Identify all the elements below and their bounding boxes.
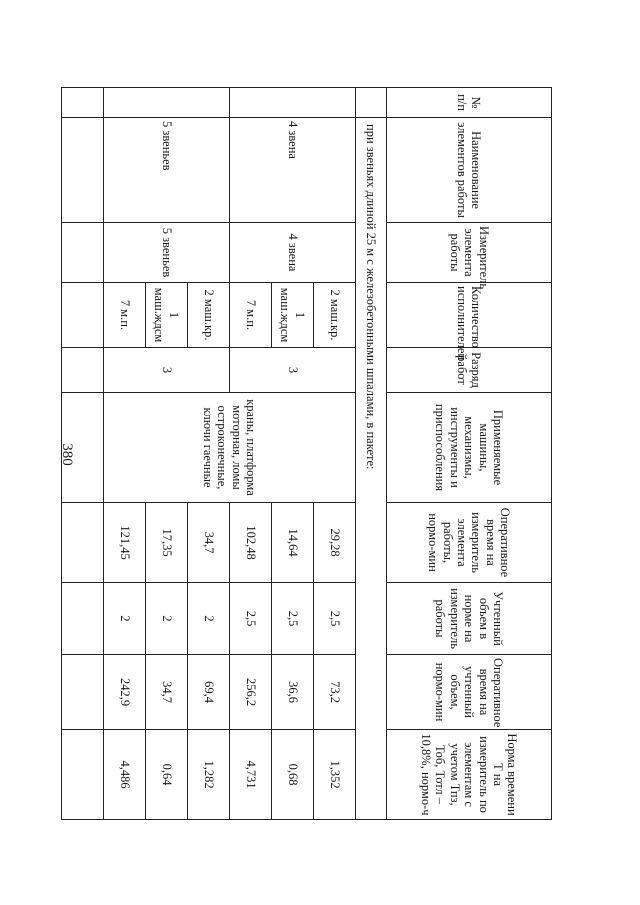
empty-cell	[62, 283, 104, 348]
workers-cell: 1 маш.ждсм	[272, 283, 314, 348]
empty-cell	[62, 583, 104, 655]
op-volume-cell: 256,2	[230, 655, 272, 730]
volume-cell: 2	[188, 583, 230, 655]
row-no	[104, 88, 230, 118]
element-name: 5 звеньев	[104, 118, 230, 223]
norm-cell: 4,486	[104, 730, 146, 820]
op-time-cell: 17,35	[146, 503, 188, 583]
norm-cell: 0,68	[272, 730, 314, 820]
header-norm: Норма времени Т на измеритель по элементам с учетом Тпз, Тоб, Тотл – 10,8%, нормо-ч	[387, 730, 552, 820]
empty-cell	[62, 503, 104, 583]
header-workers: Количество исполнителей	[387, 283, 552, 348]
section-no	[356, 88, 387, 118]
header-no: № п/п	[387, 88, 552, 118]
header-volume: Учтенный объем в норме на измеритель работы	[387, 583, 552, 655]
page-number: 380	[58, 443, 75, 466]
op-time-cell: 102,48	[230, 503, 272, 583]
header-measure: Измеритель элемента работы	[387, 223, 552, 283]
empty-cell	[62, 730, 104, 820]
empty-cell	[62, 88, 104, 118]
section-row	[356, 88, 387, 820]
workers-cell: 7 м.п.	[104, 283, 146, 348]
row-no	[230, 88, 356, 118]
norms-table	[61, 87, 552, 820]
volume-cell: 2	[104, 583, 146, 655]
op-volume-cell: 73,2	[314, 655, 356, 730]
section-title: при звеньях длиной 25 м с железобетонными шпалами, в пакете:	[356, 118, 387, 820]
volume-cell: 2,5	[314, 583, 356, 655]
empty-cell	[62, 393, 104, 503]
grade-cell: 3	[230, 348, 356, 393]
op-volume-cell: 34,7	[146, 655, 188, 730]
workers-cell: 1 маш.ждсм	[146, 283, 188, 348]
norm-cell: 1,282	[188, 730, 230, 820]
workers-cell: 2 маш.кр.	[314, 283, 356, 348]
workers-cell: 7 м.п.	[230, 283, 272, 348]
machines-cell: краны, платформа моторная, ломы остроконечные, ключи гаечные	[104, 393, 356, 503]
volume-cell: 2,5	[272, 583, 314, 655]
empty-row	[62, 88, 104, 820]
table-row	[314, 88, 356, 820]
header-op-volume: Оперативное время на учтенный объем, нормо-мин	[387, 655, 552, 730]
header-machines: Применяемые машины, механизмы, инструменты и приспособления	[387, 393, 552, 503]
volume-cell: 2,5	[230, 583, 272, 655]
norm-cell: 4,731	[230, 730, 272, 820]
empty-cell	[62, 223, 104, 283]
norm-cell: 1,352	[314, 730, 356, 820]
op-time-cell: 121,45	[104, 503, 146, 583]
op-volume-cell: 69,4	[188, 655, 230, 730]
workers-cell: 2 маш.кр.	[188, 283, 230, 348]
header-element: Наименование элементов работы	[387, 118, 552, 223]
op-time-cell: 34,7	[188, 503, 230, 583]
op-time-cell: 14,64	[272, 503, 314, 583]
empty-cell	[62, 655, 104, 730]
element-measure: 4 звена	[230, 223, 356, 283]
header-op-time: Оперативное время на измеритель элемента работы, нормо-мин	[387, 503, 552, 583]
empty-cell	[62, 348, 104, 393]
volume-cell: 2	[146, 583, 188, 655]
header-grade: Разряд работ	[387, 348, 552, 393]
empty-cell	[62, 118, 104, 223]
op-volume-cell: 242,9	[104, 655, 146, 730]
op-volume-cell: 36,6	[272, 655, 314, 730]
element-name: 4 звена	[230, 118, 356, 223]
element-measure: 5 звеньев	[104, 223, 230, 283]
op-time-cell: 29,28	[314, 503, 356, 583]
header-row	[387, 88, 552, 820]
norm-cell: 0,64	[146, 730, 188, 820]
grade-cell: 3	[104, 348, 230, 393]
